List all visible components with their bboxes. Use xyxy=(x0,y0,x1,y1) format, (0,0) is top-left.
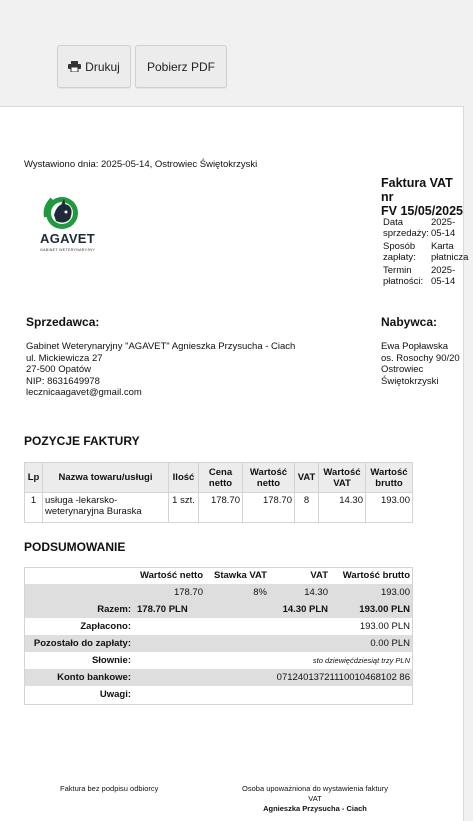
col-lp: Lp xyxy=(25,463,43,493)
summary-rate-row xyxy=(24,584,413,601)
seller-details xyxy=(26,341,295,399)
buyer-heading: Nabywca: xyxy=(381,315,438,329)
total-gross: 193.00 PLN xyxy=(331,601,413,618)
sum-vat: 14.30 xyxy=(270,584,331,601)
meta-value: płatnicza xyxy=(430,252,469,263)
issue-date-place: Wystawiono dnia: 2025-05-14, Ostrowiec Świętokrzyski xyxy=(24,159,258,170)
col-gross-l2: brutto xyxy=(375,477,403,489)
invoice-number: FV 15/05/2025 xyxy=(381,204,464,218)
cell-price: 178.70 xyxy=(199,493,243,523)
col-price xyxy=(199,463,243,493)
buyer-name: Ewa Popławska xyxy=(381,341,449,352)
remaining-label: Pozostało do zapłaty: xyxy=(24,635,134,652)
meta-value: 05-14 xyxy=(430,228,456,239)
summary-table xyxy=(24,567,413,703)
words-value: sto dziewięćdziesiąt trzy PLN xyxy=(134,652,413,669)
meta-value: Karta xyxy=(430,241,454,252)
meta-label: Sposób xyxy=(383,241,416,252)
col-vat-value-l2: VAT xyxy=(333,477,351,489)
items-header-row xyxy=(25,463,413,493)
footer-issuer-line1: Osoba upoważniona do wystawienia faktury xyxy=(242,784,388,793)
logo-subtitle: GABINET WETERYNARYJNY xyxy=(40,248,96,252)
notes-label: Uwagi: xyxy=(24,686,134,703)
sum-col-net: Wartość netto xyxy=(24,567,206,584)
seller-street: ul. Mickiewicza 27 xyxy=(26,352,103,364)
buyer-street: os. Rosochy 90/20 xyxy=(381,352,460,364)
total-vat: 14.30 PLN xyxy=(206,601,331,618)
col-vat: VAT xyxy=(295,463,319,493)
paid-label: Zapłacono: xyxy=(24,618,134,635)
bank-account: 07124013721110010468102 86 xyxy=(134,669,413,686)
meta-label: zapłaty: xyxy=(383,252,416,263)
buyer-city: Ostrowiec xyxy=(381,364,424,375)
paid-value: 193.00 PLN xyxy=(134,618,413,635)
positions-heading: POZYCJE FAKTURY xyxy=(24,434,140,448)
invoice-title xyxy=(381,176,463,218)
remaining-value: 0.00 PLN xyxy=(134,635,413,652)
invoice-title-line1: Faktura VAT nr xyxy=(381,176,453,204)
toolbar xyxy=(0,0,473,106)
buyer-details xyxy=(381,341,460,387)
agavet-logo xyxy=(38,185,100,257)
invoice-document xyxy=(0,106,469,821)
meta-value: 2025- xyxy=(430,217,456,228)
cell-name: usługa -lekarsko-weterynaryjna Buraska xyxy=(43,493,169,523)
seller-nip: NIP: 8631649978 xyxy=(26,375,100,387)
col-net-l2: netto xyxy=(256,477,281,489)
col-net-l1: Wartość xyxy=(249,466,288,478)
cell-qty: 1 szt. xyxy=(169,493,199,523)
seller-city: 27-500 Opatów xyxy=(26,364,91,375)
cell-gross: 193.00 xyxy=(366,493,413,523)
print-button-label: Drukuj xyxy=(85,59,120,74)
items-table xyxy=(24,462,413,523)
meta-label: sprzedaży: xyxy=(383,228,429,239)
col-price-l1: Cena xyxy=(208,466,233,478)
table-row xyxy=(25,493,413,523)
cell-vat: 8 xyxy=(295,493,319,523)
sum-col-vat: VAT xyxy=(270,567,331,584)
footer-buyer-signature: Faktura bez podpisu odbiorcy xyxy=(60,784,159,793)
buyer-city: Świętokrzyski xyxy=(381,375,439,387)
summary-heading: PODSUMOWANIE xyxy=(24,540,126,554)
logo-text: AGAVET xyxy=(40,231,96,246)
footer-issuer xyxy=(220,784,410,814)
printer-icon xyxy=(68,61,81,72)
sum-col-rate: Stawka VAT xyxy=(206,567,270,584)
print-button[interactable] xyxy=(57,45,131,88)
summary-paid-row xyxy=(24,618,413,635)
download-pdf-button[interactable] xyxy=(135,45,227,88)
col-gross-l1: Wartość xyxy=(370,466,408,478)
summary-words-row xyxy=(24,652,413,669)
meta-value: 2025- xyxy=(430,265,456,276)
col-gross xyxy=(366,463,413,493)
meta-label: Termin xyxy=(383,265,412,276)
col-vat-value-l1: Wartość xyxy=(323,466,361,478)
invoice-meta xyxy=(381,215,470,289)
col-net xyxy=(243,463,295,493)
meta-label: płatności: xyxy=(383,276,424,287)
download-pdf-label: Pobierz PDF xyxy=(146,59,216,74)
meta-value: 05-14 xyxy=(430,276,456,287)
cell-vat-value: 14.30 xyxy=(319,493,366,523)
sum-gross: 193.00 xyxy=(331,584,413,601)
words-label: Słownie: xyxy=(24,652,134,669)
sum-col-gross: Wartość brutto xyxy=(331,567,413,584)
meta-sale-date xyxy=(383,217,468,239)
notes-value xyxy=(134,686,413,703)
total-net: 178.70 PLN xyxy=(134,601,206,618)
seller-name: Gabinet Weterynaryjny "AGAVET" Agnieszka Przysucha - Ciach xyxy=(26,341,296,352)
col-vat-value xyxy=(319,463,366,493)
sum-net: 178.70 xyxy=(24,584,206,601)
sum-rate: 8% xyxy=(206,584,270,601)
summary-remaining-row xyxy=(24,635,413,652)
col-name: Nazwa towaru/usługi xyxy=(43,463,169,493)
col-qty: Ilość xyxy=(169,463,199,493)
footer-issuer-line2: VAT xyxy=(308,794,322,803)
bank-label: Konto bankowe: xyxy=(24,669,134,686)
seller-heading: Sprzedawca: xyxy=(26,315,100,329)
meta-label: Data xyxy=(383,217,404,228)
footer-issuer-name: Agnieszka Przysucha - Ciach xyxy=(263,804,367,813)
summary-total-row xyxy=(24,601,413,618)
cell-lp: 1 xyxy=(25,493,43,523)
summary-header-row xyxy=(24,567,413,584)
summary-notes-row xyxy=(24,686,413,703)
meta-payment-due xyxy=(383,265,468,287)
meta-payment-method xyxy=(383,241,468,263)
total-label: Razem: xyxy=(24,601,134,618)
summary-bank-row xyxy=(24,669,413,686)
col-price-l2: netto xyxy=(208,477,233,489)
seller-email: lecznicaagavet@gmail.com xyxy=(26,387,142,398)
cell-net: 178.70 xyxy=(243,493,295,523)
